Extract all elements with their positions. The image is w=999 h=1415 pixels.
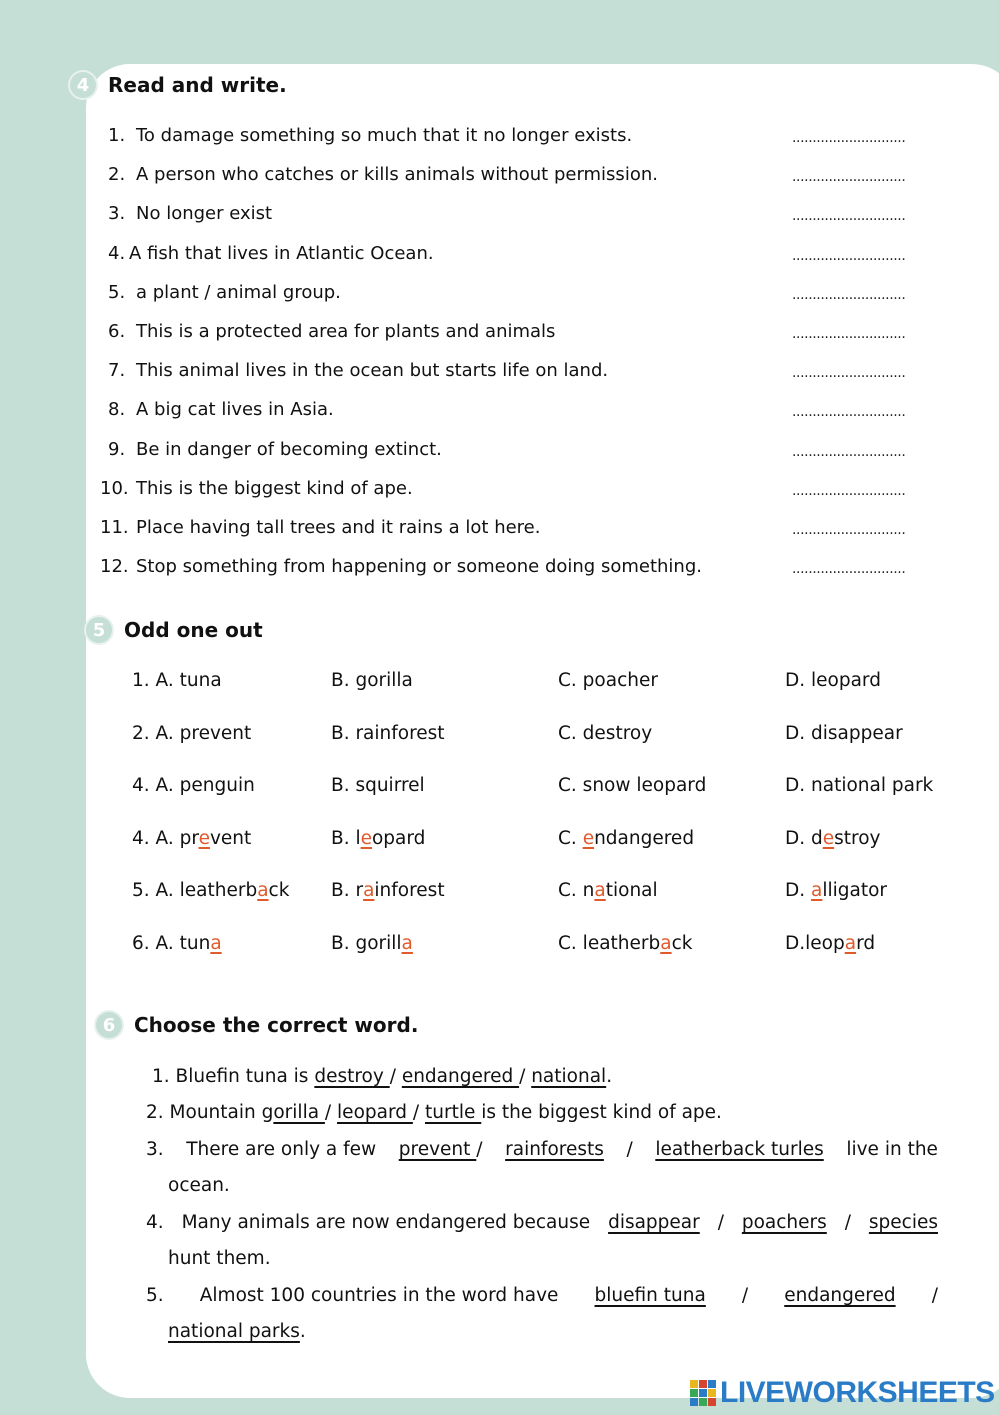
answer-blank[interactable]: ............................	[792, 169, 906, 185]
item-number: 12.	[100, 556, 129, 577]
item-clue: No longer exist	[136, 203, 273, 224]
item-number: 1.	[108, 125, 126, 146]
choice-separator: /	[324, 1102, 338, 1123]
choice-option[interactable]: endangered	[784, 1285, 896, 1306]
item-number: 4.	[108, 243, 126, 264]
answer-blank[interactable]: ............................	[792, 326, 906, 342]
question-continuation: hunt them.	[168, 1248, 271, 1269]
section-4-header	[70, 72, 287, 98]
choice-separator: /	[389, 1066, 402, 1087]
answer-blank[interactable]: ............................	[792, 444, 906, 460]
option-text: C. n	[558, 880, 595, 901]
item-number: 3.	[108, 203, 126, 224]
question-number: 1.	[152, 1066, 170, 1087]
option-text: rd	[856, 933, 876, 954]
choice-option[interactable]: endangered	[401, 1066, 520, 1087]
option-text: 2. A. prevent	[132, 723, 252, 744]
item-clue: To damage something so much that it no longer exists.	[136, 125, 633, 146]
item-clue: A fish that lives in Atlantic Ocean.	[129, 243, 434, 264]
highlighted-letter: e	[822, 828, 835, 849]
option-text: C. snow leopard	[558, 775, 707, 796]
item-clue: This is a protected area for plants and animals	[136, 321, 556, 342]
option-text: B. rainforest	[331, 723, 445, 744]
item-number: 9.	[108, 439, 126, 460]
item-number: 10.	[100, 478, 129, 499]
highlighted-letter: a	[811, 880, 823, 901]
item-number: 8.	[108, 399, 126, 420]
option-text: 5. A. leatherb	[132, 880, 258, 901]
answer-blank[interactable]: ............................	[792, 404, 906, 420]
section-4-number: 4	[70, 72, 96, 98]
odd-one-out-option[interactable]	[331, 878, 445, 904]
odd-one-out-option[interactable]	[785, 668, 881, 694]
option-text: C.	[558, 828, 583, 849]
highlighted-letter: a	[210, 933, 222, 954]
answer-blank[interactable]: ............................	[792, 522, 906, 538]
odd-one-out-option[interactable]	[331, 773, 425, 799]
highlighted-letter: e	[582, 828, 595, 849]
option-text: B. squirrel	[331, 775, 425, 796]
option-text: D. national park	[785, 775, 934, 796]
question-text: Almost 100 countries in the word have	[199, 1285, 559, 1306]
question-3	[146, 1137, 938, 1199]
option-text: tional	[605, 880, 658, 901]
option-text: C. leatherb	[558, 933, 661, 954]
option-text: 4. A. pr	[132, 828, 199, 849]
odd-one-out-option[interactable]	[785, 721, 903, 747]
option-text: B. gorill	[331, 933, 402, 954]
odd-one-out-option[interactable]	[785, 773, 933, 799]
choice-separator: /	[519, 1066, 532, 1087]
highlighted-letter: a	[594, 880, 606, 901]
question-number: 2.	[146, 1102, 164, 1123]
section-5-header	[86, 617, 263, 643]
item-number: 6.	[108, 321, 126, 342]
highlighted-letter: e	[360, 828, 372, 849]
option-text: D. leopard	[785, 670, 881, 691]
option-text: stroy	[834, 828, 881, 849]
section-6-header	[96, 1012, 418, 1038]
choice-separator: /	[626, 1139, 633, 1160]
choice-option[interactable]: leatherback turles	[655, 1139, 824, 1160]
option-text: D. disappear	[785, 723, 903, 744]
question-text-end: .	[606, 1066, 613, 1087]
odd-one-out-option[interactable]	[132, 878, 289, 904]
option-text: B. gorilla	[331, 670, 413, 691]
odd-one-out-option[interactable]	[331, 721, 445, 747]
question-number: 3.	[146, 1139, 164, 1160]
option-text: C. poacher	[558, 670, 658, 691]
option-text: inforest	[374, 880, 445, 901]
option-text: ck	[671, 933, 693, 954]
question-5	[146, 1283, 938, 1345]
answer-blank[interactable]: ............................	[792, 248, 906, 264]
odd-one-out-option[interactable]	[785, 878, 887, 904]
question-number: 5.	[146, 1285, 164, 1306]
question-text: Many animals are now endangered because	[181, 1212, 591, 1233]
option-text: 4. A. penguin	[132, 775, 255, 796]
choice-separator: /	[931, 1285, 938, 1306]
item-number: 11.	[100, 517, 129, 538]
answer-blank[interactable]: ............................	[792, 365, 906, 381]
choice-separator: /	[741, 1285, 749, 1306]
option-text: opard	[371, 828, 426, 849]
option-text: ndangered	[594, 828, 695, 849]
item-clue: a plant / animal group.	[136, 282, 341, 303]
choice-option[interactable]: turtle	[425, 1102, 482, 1123]
highlighted-letter: a	[401, 933, 413, 954]
answer-blank[interactable]: ............................	[792, 287, 906, 303]
choice-option[interactable]: destroy	[314, 1066, 390, 1087]
odd-one-out-option[interactable]	[132, 826, 251, 852]
logo-grid-icon	[690, 1380, 716, 1406]
odd-one-out-option[interactable]	[558, 721, 652, 747]
item-clue: This animal lives in the ocean but starts life on land.	[136, 360, 609, 381]
question-4	[146, 1210, 938, 1272]
choice-separator: /	[476, 1139, 483, 1160]
item-clue: A big cat lives in Asia.	[136, 399, 334, 420]
choice-separator: /	[412, 1102, 425, 1123]
option-text: B. r	[331, 880, 364, 901]
choice-option[interactable]: rainforests	[505, 1139, 604, 1160]
choice-option[interactable]: leopard	[337, 1102, 413, 1123]
option-text: lligator	[822, 880, 888, 901]
item-number: 5.	[108, 282, 126, 303]
odd-one-out-option[interactable]	[785, 931, 875, 957]
choice-option[interactable]: national parks	[168, 1321, 300, 1342]
option-text: vent	[209, 828, 252, 849]
odd-one-out-option[interactable]	[785, 826, 881, 852]
section-5-number: 5	[86, 617, 112, 643]
option-text: D.leop	[785, 933, 845, 954]
option-text: B. l	[331, 828, 361, 849]
odd-one-out-option[interactable]	[331, 931, 413, 957]
choice-option[interactable]: poachers	[741, 1212, 827, 1233]
choice-option[interactable]: national	[531, 1066, 607, 1087]
section-6-number: 6	[96, 1012, 122, 1038]
question-2	[146, 1100, 722, 1126]
answer-blank[interactable]: ............................	[792, 130, 906, 146]
question-text-end: .	[299, 1321, 306, 1342]
option-text: C. destroy	[558, 723, 653, 744]
highlighted-letter: a	[363, 880, 375, 901]
odd-one-out-option[interactable]	[558, 878, 658, 904]
question-text-end: live in the	[846, 1139, 938, 1160]
section-4-title: Read and write.	[108, 73, 287, 97]
choice-option[interactable]: disappear	[608, 1212, 700, 1233]
highlighted-letter: e	[198, 828, 210, 849]
logo-text: LIVEWORKSHEETS	[720, 1376, 995, 1409]
choice-option[interactable]: prevent	[398, 1139, 477, 1160]
item-clue: A person who catches or kills animals without permission.	[136, 164, 658, 185]
question-text-end: is the biggest kind of ape.	[481, 1102, 722, 1123]
odd-one-out-option[interactable]	[331, 826, 425, 852]
odd-one-out-option[interactable]	[331, 668, 413, 694]
item-clue: This is the biggest kind of ape.	[136, 478, 413, 499]
odd-one-out-option[interactable]	[132, 668, 222, 694]
odd-one-out-option[interactable]	[558, 931, 692, 957]
item-clue: Be in danger of becoming extinct.	[136, 439, 442, 460]
liveworksheets-logo[interactable]	[690, 1376, 995, 1410]
answer-blank[interactable]: ............................	[792, 561, 906, 577]
choice-separator: /	[717, 1212, 724, 1233]
highlighted-letter: a	[844, 933, 857, 954]
answer-blank[interactable]: ............................	[792, 483, 906, 499]
option-text: 6. A. tun	[132, 933, 211, 954]
option-text: D.	[785, 880, 812, 901]
option-text: D. d	[785, 828, 823, 849]
question-text: There are only a few	[186, 1139, 377, 1160]
question-number: 4.	[146, 1212, 164, 1233]
odd-one-out-option[interactable]	[132, 721, 251, 747]
choice-separator: /	[844, 1212, 851, 1233]
question-1	[152, 1064, 612, 1090]
item-clue: Place having tall trees and it rains a lot here.	[136, 517, 541, 538]
odd-one-out-option[interactable]	[558, 826, 694, 852]
odd-one-out-option[interactable]	[558, 668, 658, 694]
section-6-title: Choose the correct word.	[134, 1013, 419, 1037]
question-text: Bluefin tuna is	[175, 1066, 315, 1087]
section-5-title: Odd one out	[124, 618, 263, 642]
highlighted-letter: a	[660, 933, 672, 954]
option-text: 1. A. tuna	[132, 670, 222, 691]
choice-option[interactable]: bluefin tuna	[594, 1285, 706, 1306]
option-text: ck	[268, 880, 290, 901]
highlighted-letter: a	[257, 880, 269, 901]
question-text: Mountain g	[169, 1102, 274, 1123]
choice-option[interactable]: species	[868, 1212, 938, 1233]
item-clue: Stop something from happening or someone doing something.	[136, 556, 702, 577]
item-number: 2.	[108, 164, 126, 185]
question-continuation: ocean.	[168, 1175, 230, 1196]
choice-option[interactable]: orilla	[273, 1102, 325, 1123]
odd-one-out-option[interactable]	[132, 931, 222, 957]
answer-blank[interactable]: ............................	[792, 208, 906, 224]
odd-one-out-option[interactable]	[558, 773, 706, 799]
odd-one-out-option[interactable]	[132, 773, 255, 799]
item-number: 7.	[108, 360, 126, 381]
